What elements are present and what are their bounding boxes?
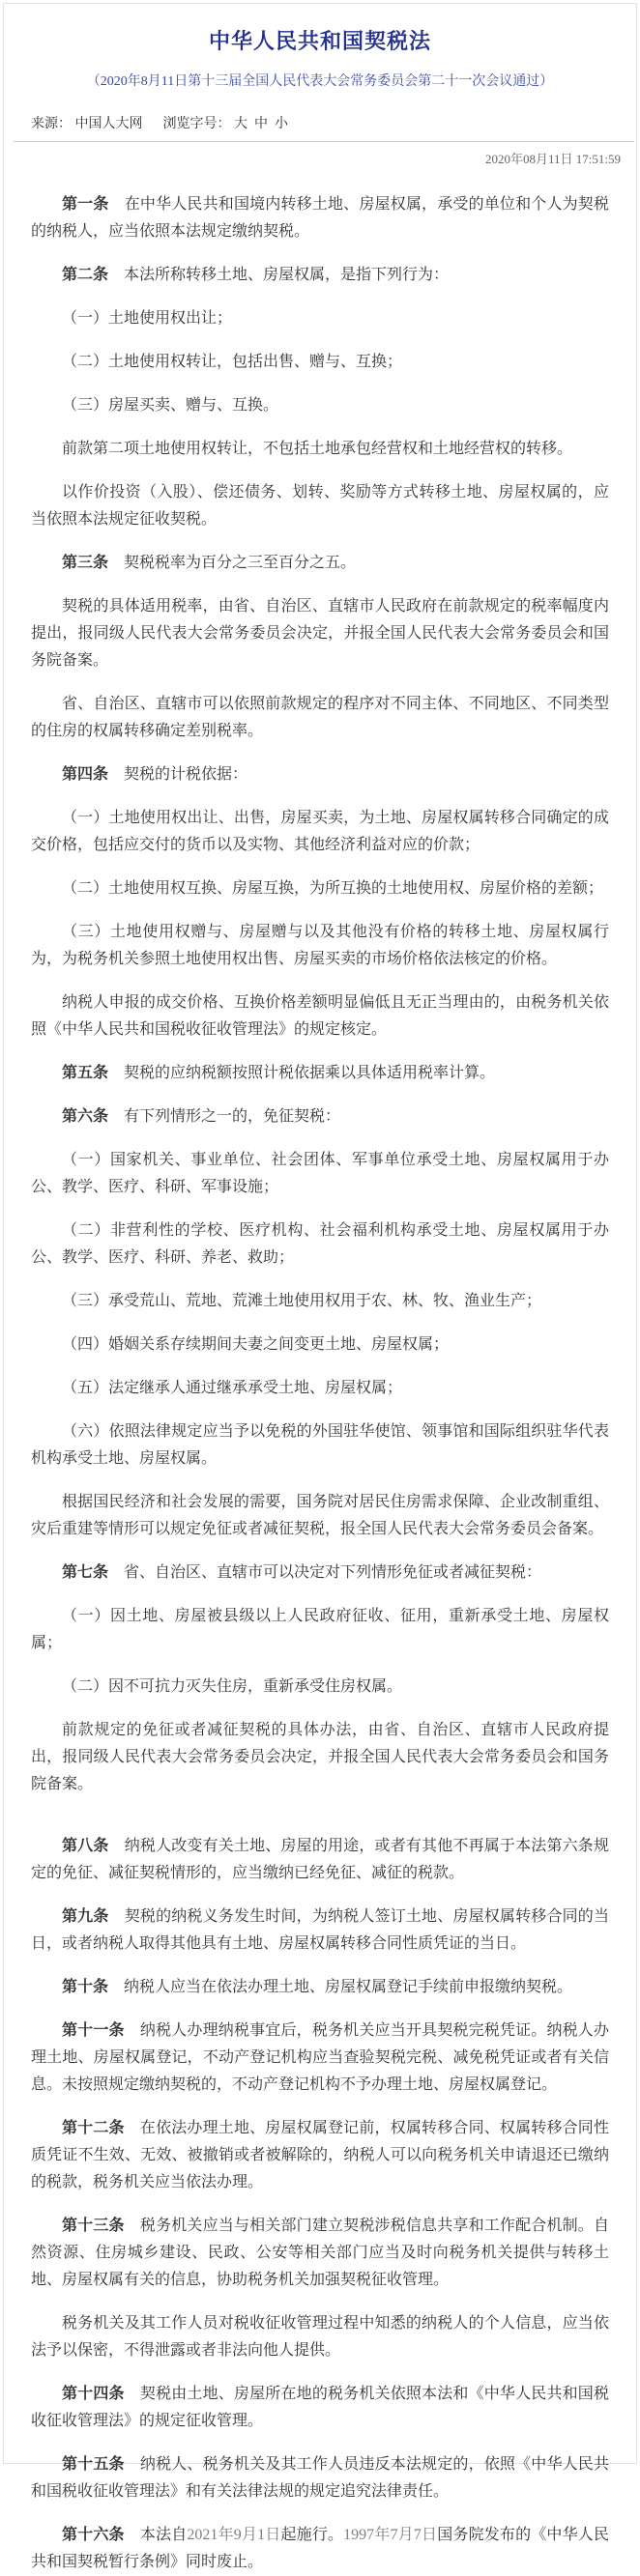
article-number: 第七条 (62, 1564, 109, 1581)
law-paragraph (31, 761, 609, 788)
paragraph-text: 国务院发布的《中华人民共和国契税暂行条例》同时废止。 (31, 2527, 609, 2570)
law-paragraph (31, 2522, 609, 2576)
paragraph-text: 契税由土地、房屋所在地的税务机关依照本法和《中华人民共和国税收征收管理法》的规定征收管理。 (31, 2386, 609, 2429)
law-paragraph (31, 436, 609, 463)
paragraph-text: 纳税人应当在依法办理土地、房屋权属登记手续前申报缴纳契税。 (124, 1979, 573, 1995)
article-number: 第八条 (62, 1838, 109, 1854)
law-paragraph (31, 805, 609, 859)
law-paragraph (31, 1603, 609, 1657)
paragraph-text: （一）土地使用权出让、出售，房屋买卖，为土地、房屋权属转移合同确定的成交价格，包括应交付的货币以及实物、其他经济利益对应的价款； (31, 810, 609, 853)
article-number: 第二条 (62, 267, 109, 283)
law-paragraph (31, 1217, 609, 1272)
fontsize-option-large[interactable]: 大 (234, 117, 247, 131)
law-paragraph (31, 1375, 609, 1402)
effective-date: 1997年7月7日 (343, 2527, 438, 2543)
paragraph-text: （二）土地使用权互换、房屋互换，为所互换的土地使用权、房屋价格的差额； (62, 880, 604, 897)
law-paragraph (31, 550, 609, 577)
article-number: 第九条 (62, 1908, 109, 1925)
law-paragraph (31, 875, 609, 902)
article-number: 第一条 (62, 196, 109, 213)
paragraph-text: （三）房屋买卖、赠与、互换。 (62, 397, 279, 414)
effective-date: 2021年9月1日 (187, 2527, 281, 2543)
law-page (3, 3, 637, 2570)
law-paragraph (31, 2310, 609, 2364)
article-number: 第十二条 (62, 2120, 125, 2136)
paragraph-text: 前款第二项土地使用权转让，不包括土地承包经营权和土地经营权的转移。 (62, 441, 573, 457)
meta-bar (4, 113, 636, 132)
article-number: 第十一条 (62, 2022, 125, 2039)
paragraph-text: 契税的计税依据： (124, 766, 248, 783)
paragraph-text: 纳税人改变有关土地、房屋的用途，或者有其他不再属于本法第六条规定的免征、减征契税情形的，应当缴纳已经免征、减征的税款。 (31, 1838, 609, 1881)
law-paragraph (31, 989, 609, 1044)
law-paragraph (31, 262, 609, 289)
law-paragraph (31, 1331, 609, 1359)
law-paragraph (31, 1489, 609, 1543)
article-number: 第十条 (62, 1979, 109, 1995)
paragraph-text: 契税的纳税义务发生时间，为纳税人签订土地、房屋权属转移合同的当日，或者纳税人取得其他具有土地、房屋权属转移合同性质凭证的当日。 (31, 1908, 609, 1952)
paragraph-text: 以作价投资（入股）、偿还债务、划转、奖励等方式转移土地、房屋权属的，应当依照本法规定征收契税。 (31, 484, 609, 528)
law-paragraph (31, 2115, 609, 2196)
paragraph-text: 税务机关及其工作人员对税收征收管理过程中知悉的纳税人的个人信息，应当依法予以保密，不得泄露或者非法向他人提供。 (31, 2315, 609, 2359)
law-paragraph (31, 1147, 609, 1201)
law-paragraph (31, 593, 609, 674)
article-number: 第十五条 (62, 2456, 125, 2473)
law-paragraph (31, 2451, 609, 2505)
law-paragraph (31, 2213, 609, 2294)
page-subtitle: （2020年8月11日第十三届全国人民代表大会常务委员会第二十一次会议通过） (86, 74, 554, 89)
article-number: 第五条 (62, 1065, 109, 1081)
article-number: 第三条 (62, 555, 109, 571)
article-number: 第十四条 (62, 2386, 125, 2402)
law-paragraph (31, 1418, 609, 1473)
article-number: 第十三条 (62, 2218, 125, 2234)
paragraph-text: （二）非营利性的学校、医疗机构、社会福利机构承受土地、房屋权属用于办公、教学、医疗、科研、养老、救助； (31, 1222, 609, 1266)
paragraph-text: 省、自治区、直辖市可以依照前款规定的程序对不同主体、不同地区、不同类型的住房的权属转移确定差别税率。 (31, 696, 609, 739)
paragraph-text: 契税的应纳税额按照计税依据乘以具体适用税率计算。 (124, 1065, 496, 1081)
paragraph-text: 契税税率为百分之三至百分之五。 (124, 555, 357, 571)
paragraph-text: （二）因不可抗力灭失住房，重新承受住房权属。 (62, 1678, 403, 1695)
paragraph-text: 起施行。 (280, 2527, 344, 2543)
paragraph-text: 纳税人申报的成交价格、互换价格差额明显偏低且无正当理由的，由税务机关依照《中华人民共和国税收征收管理法》的规定核定。 (31, 994, 609, 1038)
paragraph-text: （一）因土地、房屋被县级以上人民政府征收、征用，重新承受土地、房屋权属； (31, 1608, 609, 1651)
paragraph-text: （六）依照法律规定应当予以免税的外国驻华使馆、领事馆和国际组织驻华代表机构承受土地、房屋权属。 (31, 1423, 609, 1467)
paragraph-text: （三）承受荒山、荒地、荒滩土地使用权用于农、林、牧、渔业生产； (62, 1293, 542, 1309)
law-paragraph (31, 191, 609, 245)
paragraph-text: 纳税人、税务机关及其工作人员违反本法规定的，依照《中华人民共和国税收征收管理法》和有关法律法规的规定追究法律责任。 (31, 2456, 609, 2500)
paragraph-text: 纳税人办理纳税事宜后，税务机关应当开具契税完税凭证。纳税人办理土地、房屋权属登记，不动产登记机构应当查验契税完税、减免税凭证或者有关信息。未按照规定缴纳契税的，不动产登记机构不予办理土地、房屋权属登记。 (31, 2022, 609, 2093)
divider (14, 141, 634, 142)
paragraph-text: 本法所称转移土地、房屋权属，是指下列行为： (124, 267, 450, 283)
law-paragraph (31, 1674, 609, 1701)
fontsize-option-small[interactable]: 小 (275, 117, 288, 131)
paragraph-text: 前款规定的免征或者减征契税的具体办法，由省、自治区、直辖市人民政府提出，报同级人民代表大会常务委员会决定，并报全国人民代表大会常务委员会和国务院备案。 (31, 1722, 609, 1792)
paragraph-text: （五）法定继承人通过继承承受土地、房屋权属； (62, 1380, 403, 1396)
law-paragraph (31, 1833, 609, 1887)
publish-timestamp: 2020年08月11日 17:51:59 (485, 152, 621, 166)
source-label: 来源： (31, 117, 72, 131)
law-paragraph (31, 1717, 609, 1798)
paragraph-text: （四）婚姻关系存续期间夫妻之间变更土地、房屋权属； (62, 1336, 450, 1353)
page-title: 中华人民共和国契税法 (208, 29, 431, 53)
article-number: 第十六条 (62, 2527, 125, 2543)
law-paragraph (31, 305, 609, 332)
paragraph-text: 根据国民经济和社会发展的需要，国务院对居民住房需求保障、企业改制重组、灾后重建等情形可以规定免征或者减征契税，报全国人民代表大会常务委员会备案。 (31, 1494, 609, 1537)
fontsize-label: 浏览字号： (162, 117, 231, 131)
paragraph-text: （三）土地使用权赠与、房屋赠与以及其他没有价格的转移土地、房屋权属行为，为税务机关参照土地使用权出售、房屋买卖的市场价格依法核定的价格。 (31, 924, 609, 967)
article-number: 第六条 (62, 1108, 109, 1125)
law-paragraph (31, 479, 609, 533)
law-paragraph (31, 392, 609, 419)
article-body (4, 167, 636, 2576)
paragraph-text: 本法自 (139, 2527, 188, 2543)
law-paragraph (31, 1060, 609, 1087)
law-paragraph (31, 2381, 609, 2435)
paragraph-text: 契税的具体适用税率，由省、自治区、直辖市人民政府在前款规定的税率幅度内提出，报同级人民代表大会常务委员会决定，并报全国人民代表大会常务委员会和国务院备案。 (31, 598, 609, 669)
law-paragraph (31, 1103, 609, 1131)
paragraph-text: （二）土地使用权转让，包括出售、赠与、互换； (62, 354, 403, 370)
paragraph-text: 有下列情形之一的，免征契税： (124, 1108, 341, 1125)
paragraph-text: （一）国家机关、事业单位、社会团体、军事单位承受土地、房屋权属用于办公、教学、医疗、科研、军事设施； (31, 1152, 609, 1195)
law-paragraph (31, 1903, 609, 1958)
paragraph-text: 在中华人民共和国境内转移土地、房屋权属，承受的单位和个人为契税的纳税人，应当依照本法规定缴纳契税。 (31, 196, 609, 240)
article-number: 第四条 (62, 766, 109, 783)
law-paragraph (31, 1560, 609, 1587)
paragraph-text: 省、自治区、直辖市可以决定对下列情形免征或者减征契税： (124, 1564, 542, 1581)
law-paragraph (31, 1974, 609, 2001)
source-value: 中国人大网 (74, 117, 143, 131)
law-paragraph (31, 919, 609, 973)
fontsize-options (234, 117, 295, 131)
paragraph-text: 税务机关应当与相关部门建立契税涉税信息共享和工作配合机制。自然资源、住房城乡建设、民政、公安等相关部门应当及时向税务机关提供与转移土地、房屋权属有关的信息，协助税务机关加强契税征收管理。 (31, 2218, 609, 2288)
law-paragraph (31, 1288, 609, 1315)
paragraph-text: 在依法办理土地、房屋权属登记前，权属转移合同、权属转移合同性质凭证不生效、无效、被撤销或者被解除的，纳税人可以向税务机关申请退还已缴纳的税款，税务机关应当依法办理。 (31, 2120, 609, 2190)
paragraph-text: （一）土地使用权出让； (62, 310, 233, 327)
law-paragraph (31, 691, 609, 745)
law-paragraph (31, 349, 609, 376)
law-paragraph (31, 2018, 609, 2099)
fontsize-option-medium[interactable]: 中 (254, 117, 268, 131)
